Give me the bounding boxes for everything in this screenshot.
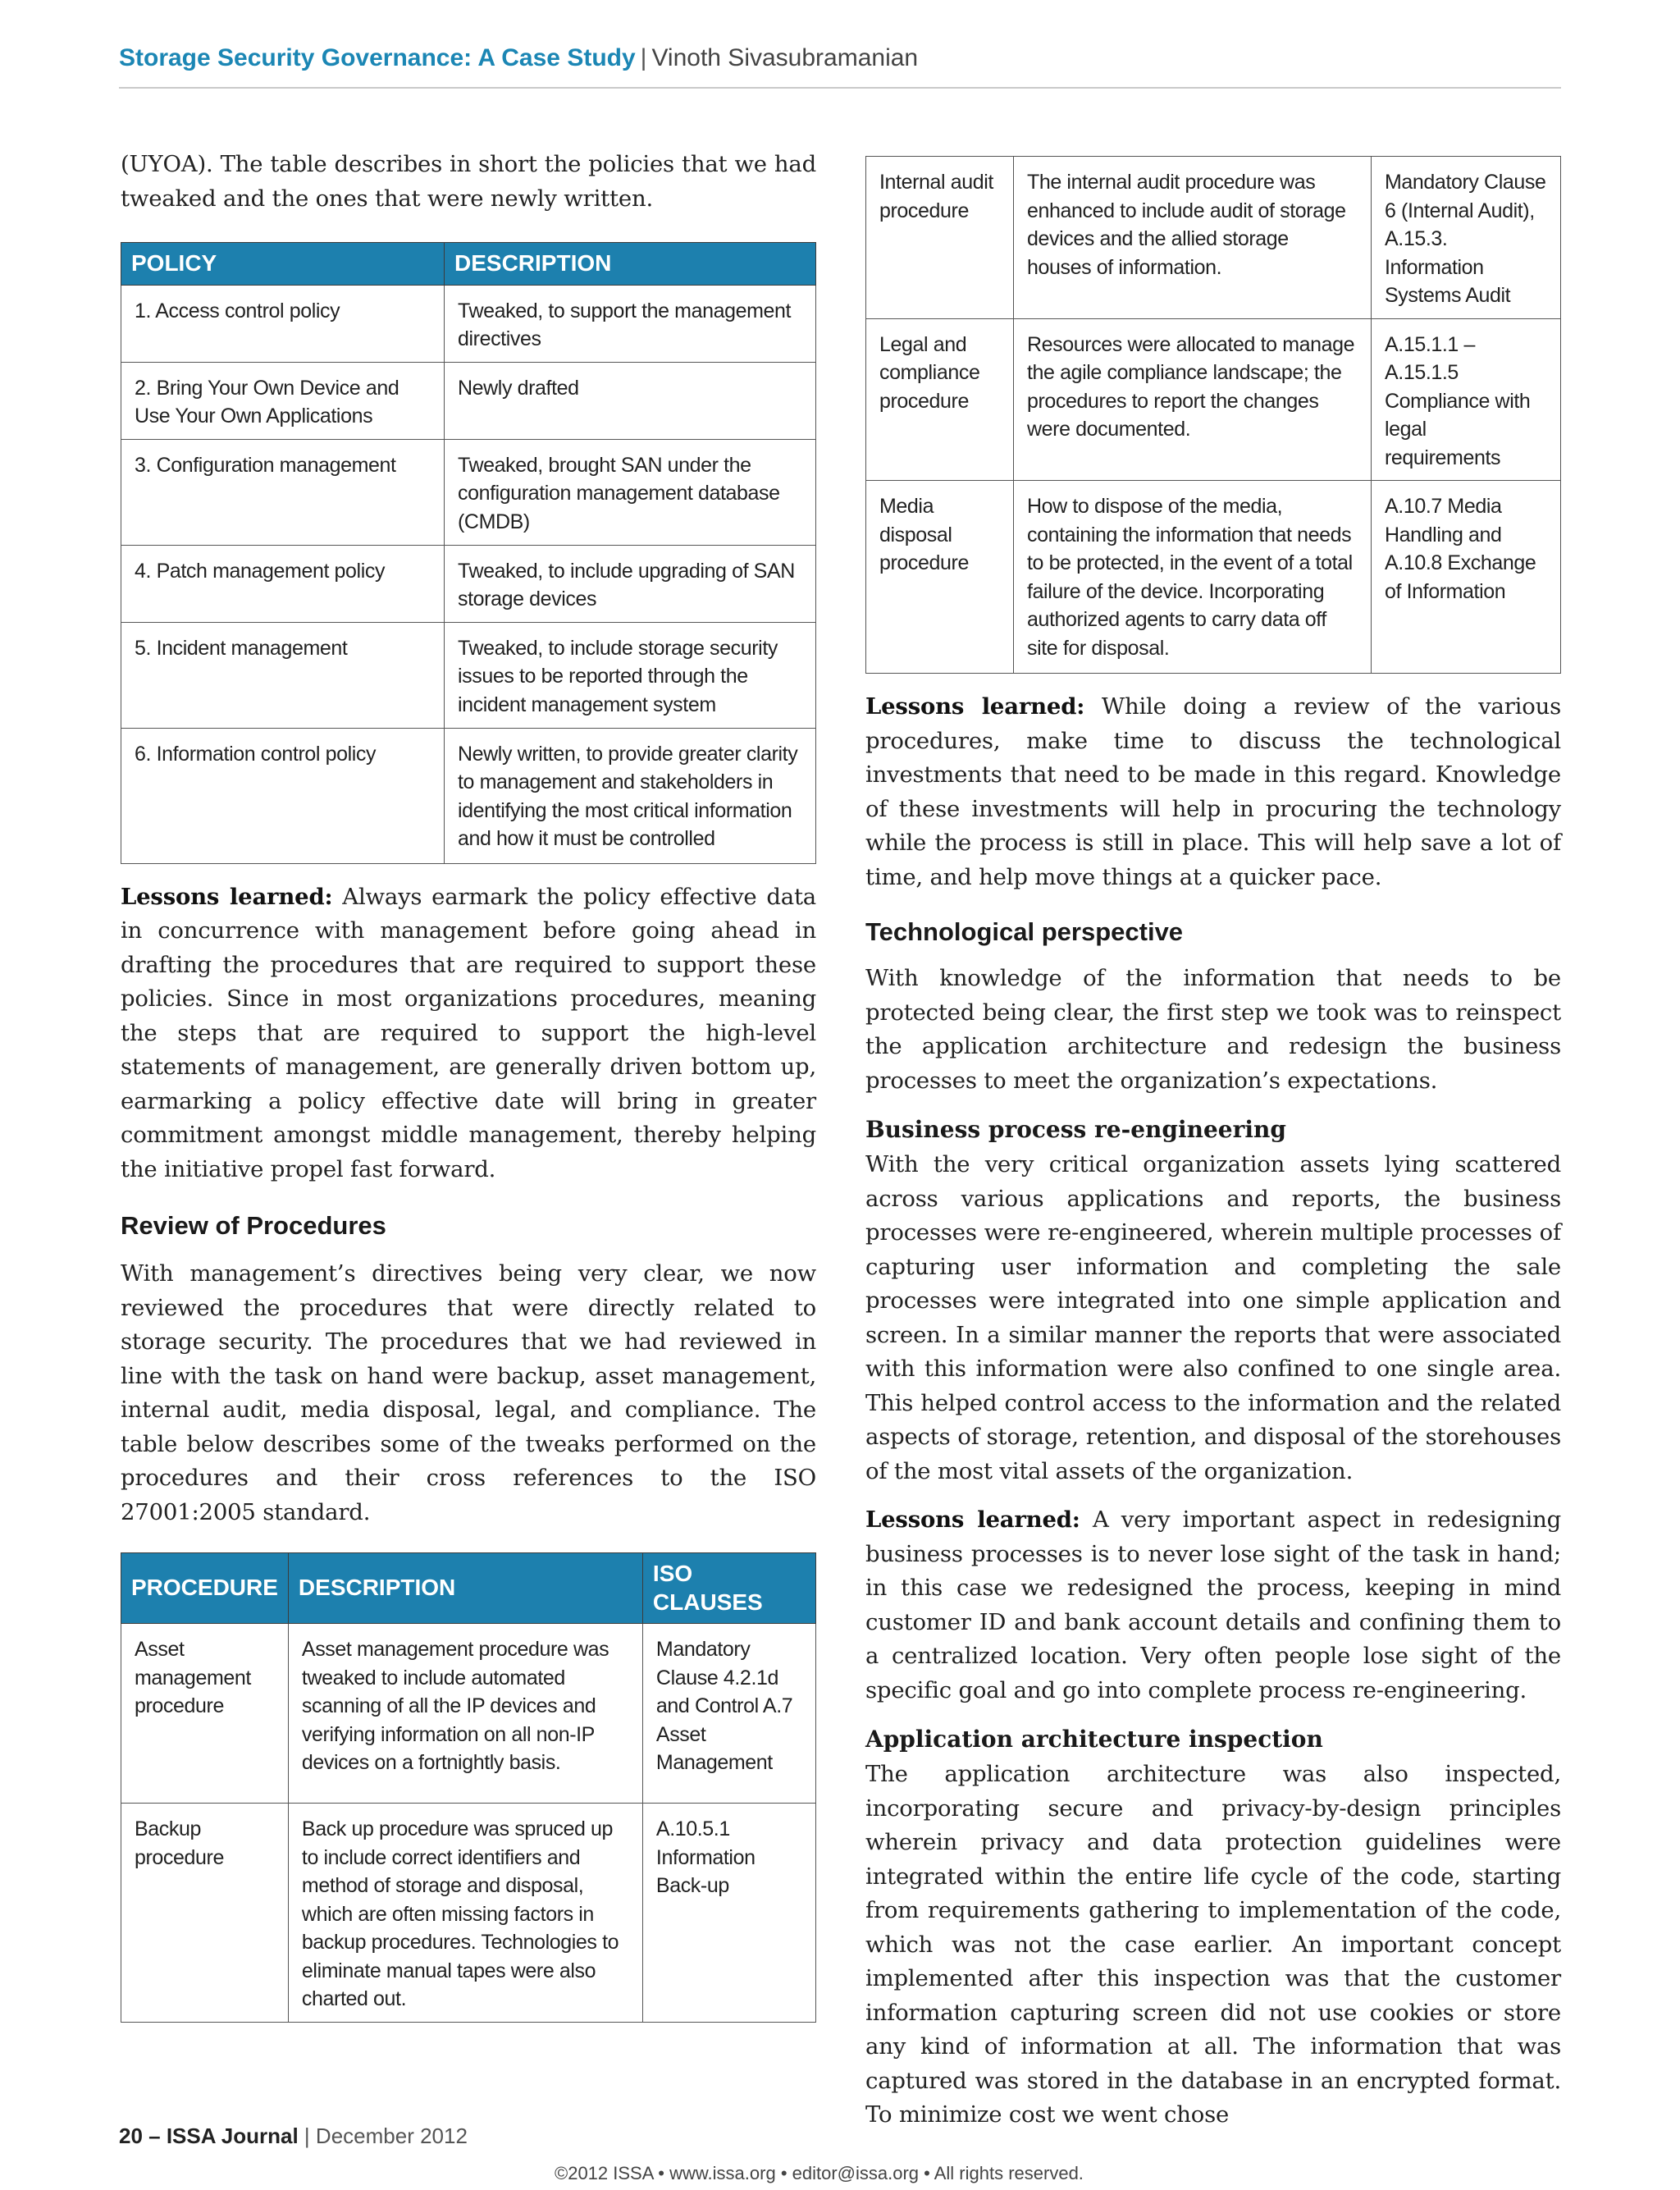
author-name: Vinoth Sivasubramanian (651, 44, 919, 71)
iso-cell: Mandatory Clause 4.2.1d and Control A.7 Asset Management (642, 1624, 815, 1804)
table-row (866, 481, 1561, 674)
procedure-cell: Media disposal procedure (866, 481, 1014, 674)
section-heading: Review of Procedures (121, 1211, 386, 1240)
iso-cell: A.10.5.1 Information Back-up (642, 1804, 815, 2023)
lessons-learned-text: A very important aspect in redesigning business processes is to never lose sight of the task in hand; in this case we redesigned the process, keeping in mind customer ID and bank account details and confining them to a centralized location. Very often people lose sight of the specific goal and go into complete process re-engineering. (865, 1506, 1561, 1703)
subsection-heading: Business process re-engineering (865, 1116, 1286, 1143)
header-title-line (119, 44, 918, 72)
iso-clauses-header: ISO CLAUSES (642, 1553, 815, 1624)
description-cell: Tweaked, to include storage security issues to be reported through the incident management system (445, 622, 816, 728)
description-cell: How to dispose of the media, containing the information that needs to be protected, in the event of a total failure of the device. Incorporating authorized agents to carry data off site for disposal. (1014, 481, 1372, 674)
description-header: DESCRIPTION (445, 243, 816, 286)
policy-header: POLICY (121, 243, 445, 286)
description-cell: Back up procedure was spruced up to include correct identifiers and method of storage and disposal, which are often missing factors in backup procedures. Technologies to eliminate manual tapes were also charted out. (288, 1804, 642, 2023)
review-paragraph: With management’s directives being very clear, we now reviewed the procedures that were directly related to storage security. The procedures that we had reviewed in line with the task on hand were backup, asset management, internal audit, media disposal, legal, and compliance. The table below describes some of the tweaks performed on the procedures and their cross references to the ISO 27001:2005 standard. (121, 1260, 816, 1525)
issue-date: December 2012 (315, 2124, 468, 2148)
policy-cell: 3. Configuration management (121, 439, 445, 545)
table-row (121, 622, 816, 728)
table-row (866, 157, 1561, 319)
bpr-paragraph: With the very critical organization assets lying scattered across various applications and reports, the business processes were re-engineered, wherein multiple processes of capturing user information and completing the sale processes were integrated into one simple application and screen. In a similar manner the reports that were associated with this information were also confined to one single area. This helped control access to the information and the related aspects of storage, retention, and disposal of the storehouses of the most vital assets of the organization. (865, 1151, 1561, 1484)
page-footer (119, 2124, 468, 2149)
description-cell: The internal audit procedure was enhanced to include audit of storage devices and the allied storage houses of information. (1014, 157, 1372, 319)
policy-cell: 5. Incident management (121, 622, 445, 728)
description-cell: Tweaked, brought SAN under the configuration management database (CMDB) (445, 439, 816, 545)
procedure-cell: Internal audit procedure (866, 157, 1014, 319)
iso-cell: A.15.1.1 – A.15.1.5 Compliance with legal requirements (1372, 318, 1561, 481)
page-number-label: 20 – ISSA Journal (119, 2124, 299, 2148)
journal-article-title: Storage Security Governance: A Case Study (119, 44, 636, 71)
section-heading: Technological perspective (865, 917, 1184, 946)
table-row (121, 439, 816, 545)
description-cell: Newly drafted (445, 362, 816, 439)
right-column (865, 156, 1561, 2133)
tech-paragraph: With knowledge of the information that needs to be protected being clear, the first step we took was to reinspect the application architecture and redesign the business processes to meet the organization’s expectations. (865, 965, 1561, 1094)
table-row (121, 285, 816, 362)
policy-cell: 1. Access control policy (121, 285, 445, 362)
aai-paragraph: The application architecture was also inspected, incorporating secure and privacy-by-design principles wherein privacy and data protection guidelines were integrated within the entire life cycle of the code, starting from requirements gathering to implementation of the code, which was not the case earlier. An important concept implemented after this inspection was that the customer information capturing screen did not use cookies or store any kind of information at all. The information that was captured was stored in the database in an encrypted format. To minimize cost we went chose (865, 1761, 1561, 2128)
procedure-cell: Backup procedure (121, 1804, 289, 2023)
description-cell: Resources were allocated to manage the agile compliance landscape; the procedures to report the changes were documented. (1014, 318, 1372, 481)
iso-cell: A.10.7 Media Handling and A.10.8 Exchange of Information (1372, 481, 1561, 674)
iso-cell: Mandatory Clause 6 (Internal Audit), A.15.3. Information Systems Audit (1372, 157, 1561, 319)
description-cell: Newly written, to provide greater clarity to management and stakeholders in identifying the most critical information and how it must be controlled (445, 728, 816, 863)
left-column (121, 148, 816, 2023)
lessons-learned-label: Lessons learned: (121, 883, 333, 910)
lessons-learned-label: Lessons learned: (865, 693, 1085, 720)
lessons-learned-text: Always earmark the policy effective data in concurrence with management before going ahead in drafting the procedures that are required to support these policies. Since in most organizations procedures, meaning the steps that are required to support the high-level statements of management, are generally driven bottom up, earmarking a policy effective date will bring in greater commitment amongst middle management, thereby helping the initiative propel fast forward. (121, 883, 816, 1182)
description-cell: Tweaked, to support the management directives (445, 285, 816, 362)
header-separator: | (640, 44, 647, 71)
intro-paragraph: (UYOA). The table describes in short the policies that we had tweaked and the ones that were newly written. (121, 151, 816, 212)
procedure-table (121, 1552, 816, 2023)
lessons-learned-label: Lessons learned: (865, 1506, 1080, 1533)
policy-cell: 6. Information control policy (121, 728, 445, 863)
table-row (121, 728, 816, 863)
procedure-table-continued (865, 156, 1561, 674)
table-row (121, 545, 816, 622)
copyright-notice: ©2012 ISSA • www.issa.org • editor@issa.org • All rights reserved. (555, 2163, 1084, 2183)
policy-cell: 4. Patch management policy (121, 545, 445, 622)
lessons-learned-text: While doing a review of the various procedures, make time to discuss the technological investments that need to be made in this regard. Knowledge of these investments will help in procuring the technology while the process is still in place. This will help save a lot of time, and help move things at a quicker pace. (865, 693, 1562, 890)
table-row (121, 362, 816, 439)
table-row (121, 1804, 816, 2023)
procedure-header: PROCEDURE (121, 1553, 289, 1624)
policy-table (121, 242, 816, 864)
lessons-learned-paragraph (865, 1503, 1561, 1708)
description-cell: Tweaked, to include upgrading of SAN storage devices (445, 545, 816, 622)
procedure-cell: Legal and compliance procedure (866, 318, 1014, 481)
footer-separator: | (304, 2124, 310, 2148)
lessons-learned-paragraph (121, 880, 816, 1187)
table-row (121, 1624, 816, 1804)
procedure-cell: Asset management procedure (121, 1624, 289, 1804)
running-header (119, 44, 1561, 89)
table-row (866, 318, 1561, 481)
lessons-learned-paragraph (865, 690, 1561, 894)
policy-cell: 2. Bring Your Own Device and Use Your Own Applications (121, 362, 445, 439)
description-cell: Asset management procedure was tweaked to include automated scanning of all the IP devices and verifying information on all non-IP devices on a fortnightly basis. (288, 1624, 642, 1804)
subsection-heading: Application architecture inspection (865, 1726, 1323, 1753)
description-header: DESCRIPTION (288, 1553, 642, 1624)
